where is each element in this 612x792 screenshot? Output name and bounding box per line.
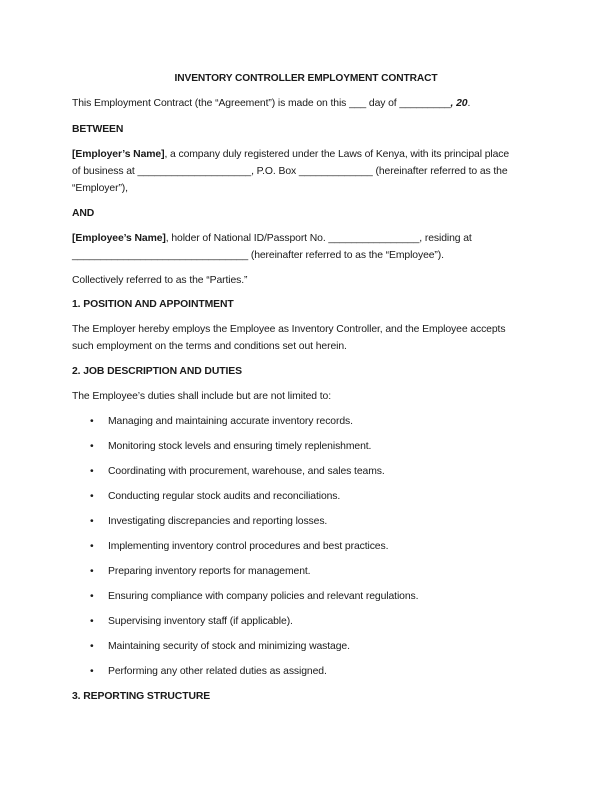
employer-line-1 (72, 149, 509, 160)
section-3-heading: 3. REPORTING STRUCTURE (72, 691, 211, 702)
and-heading: AND (72, 208, 95, 219)
list-item: • Ensuring compliance with company policies and relevant regulations. (108, 591, 418, 602)
list-item: • Investigating discrepancies and reporting losses. (108, 516, 327, 527)
intro-year: , 20 (450, 98, 468, 109)
employer-line-3: “Employer”), (72, 183, 128, 194)
employee-line-2: _______________________________ (hereinafter referred to as the “Employee”). (72, 250, 444, 261)
list-item: • Coordinating with procurement, warehouse, and sales teams. (108, 466, 385, 477)
employer-name: [Employer’s Name] (72, 149, 165, 160)
section-1-line-2: such employment on the terms and conditions set out herein. (72, 341, 347, 352)
employee-line-1 (72, 233, 472, 244)
employee-line-1-rest: , holder of National ID/Passport No. ________________, residing at (165, 233, 472, 244)
employee-name: [Employee’s Name] (72, 233, 166, 244)
list-item: • Maintaining security of stock and minimizing wastage. (108, 641, 350, 652)
section-1-heading: 1. POSITION AND APPOINTMENT (72, 299, 234, 310)
section-2-heading: 2. JOB DESCRIPTION AND DUTIES (72, 366, 242, 377)
collectively-paragraph: Collectively referred to as the “Parties.” (72, 275, 248, 286)
between-heading: BETWEEN (72, 124, 124, 135)
list-item: • Monitoring stock levels and ensuring timely replenishment. (108, 441, 371, 452)
employer-line-2: of business at ____________________, P.O. Box _____________ (hereinafter referred to as the (72, 166, 508, 177)
employer-line-1-rest: , a company duly registered under the Laws of Kenya, with its principal place (164, 149, 510, 160)
list-item: • Managing and maintaining accurate inventory records. (108, 416, 353, 427)
section-2-intro: The Employee’s duties shall include but are not limited to: (72, 391, 332, 402)
list-item: • Supervising inventory staff (if applicable). (108, 616, 293, 627)
list-item: • Preparing inventory reports for management. (108, 566, 310, 577)
intro-paragraph (72, 98, 470, 109)
list-item: • Performing any other related duties as assigned. (108, 666, 327, 677)
intro-end: . (467, 98, 471, 109)
document-title: INVENTORY CONTROLLER EMPLOYMENT CONTRACT (174, 73, 438, 84)
list-item: • Implementing inventory control procedures and best practices. (108, 541, 388, 552)
list-item: • Conducting regular stock audits and reconciliations. (108, 491, 340, 502)
section-1-line-1: The Employer hereby employs the Employee as Inventory Controller, and the Employee accepts (72, 324, 506, 335)
intro-text: This Employment Contract (the “Agreement”) is made on this ___ day of _________ (72, 98, 451, 109)
